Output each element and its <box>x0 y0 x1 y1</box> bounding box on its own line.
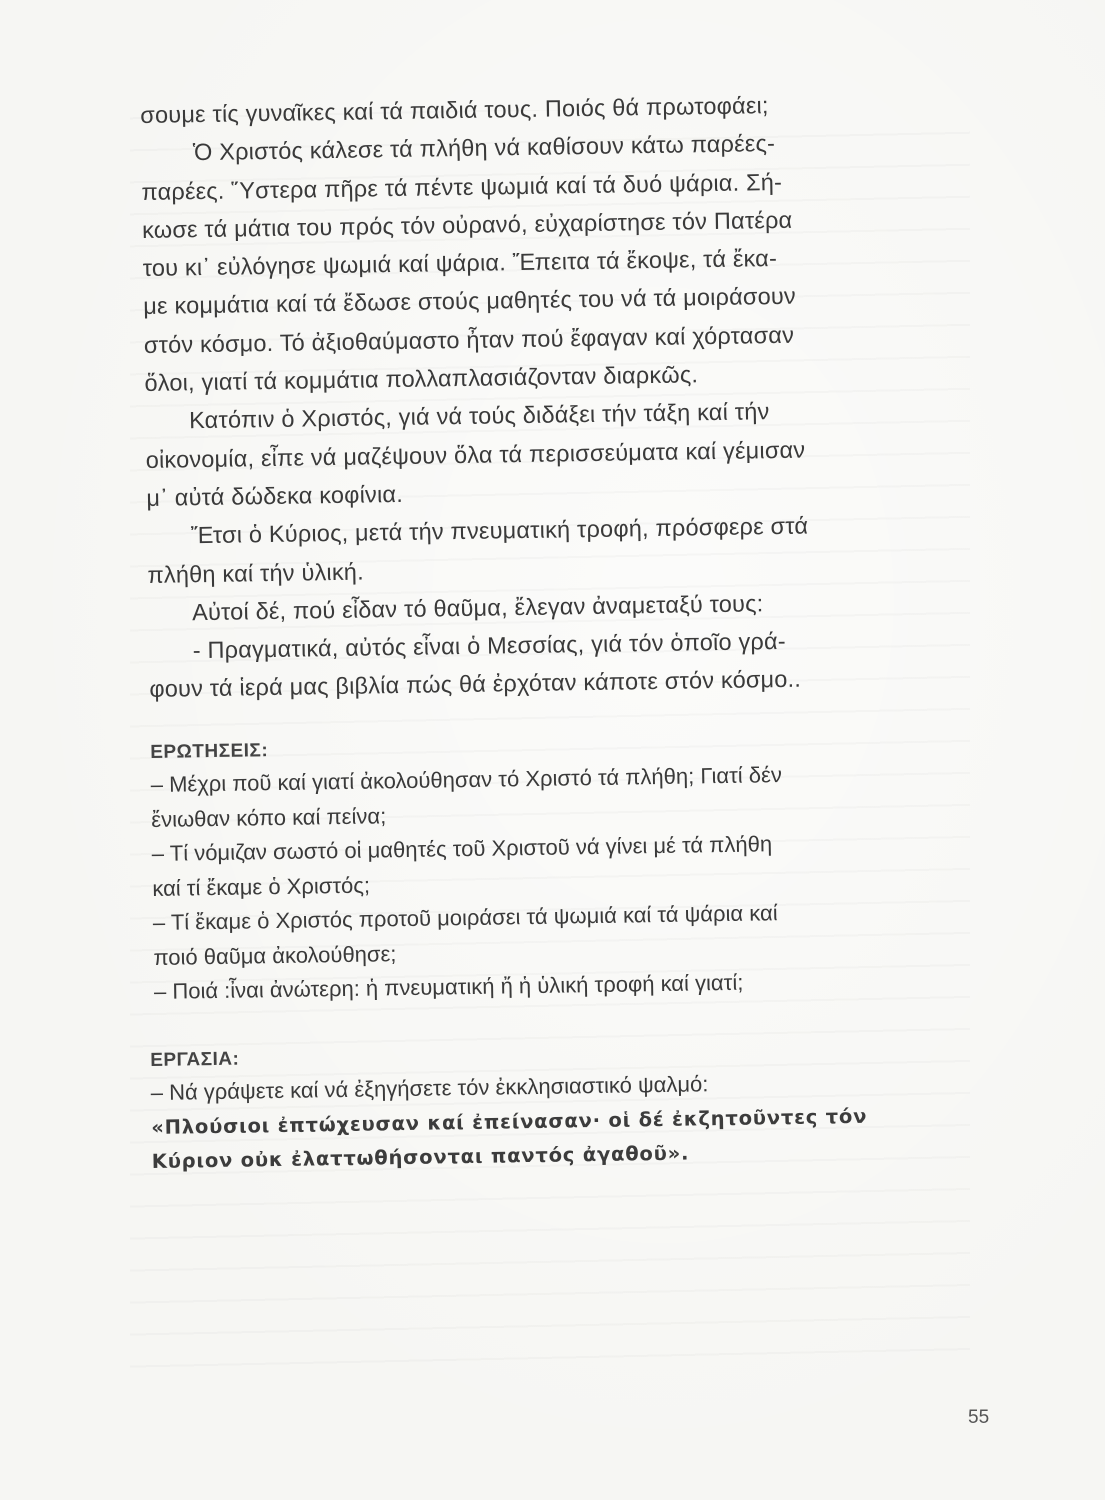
question-line: – Ποιά :ἶναι ἀνώτερη: ἡ πνευματική ἤ ἡ ὑλική τροφή καί γιατί; <box>153 969 744 1004</box>
question-line: – Μέχρι ποῦ καί γιατί ἀκολούθησαν τό Χριστό τά πλήθη; Γιατί δέν <box>150 762 783 797</box>
text-line: παρέες. Ὕστερα πῆρε τά πέντε ψωμιά καί τά δυό ψάρια. Σή- <box>141 168 783 205</box>
question-line: ποιό θαῦμα ἀκολούθησε; <box>153 940 397 970</box>
text-line: Ἔτσι ὁ Κύριος, μετά τήν πνευματική τροφή, πρόσφερε στά <box>190 512 809 549</box>
psalm-quote-line-1: «Πλούσιοι ἐπτώχευσαν καί ἐπείνασαν· οἱ δέ ἐκζητοῦντες τόν <box>151 1104 868 1139</box>
text-line: - Πραγματικά, αὐτός εἶναι ὁ Μεσσίας, γιά τόν ὁποῖο γρά- <box>192 628 786 664</box>
main-text <box>140 83 970 709</box>
question-line: – Τί ἔκαμε ὁ Χριστός προτοῦ μοιράσει τά ψωμιά καί τά ψάρια καί <box>152 900 778 935</box>
questions-heading: ΕΡΩΤΗΣΕΙΣ: <box>150 740 269 763</box>
text-line: μ᾽ αὐτά δώδεκα κοφίνια. <box>146 480 404 511</box>
text-line: του κι᾽ εὐλόγησε ψωμιά καί ψάρια. Ἔπειτα τά ἔκοψε, τά ἔκα- <box>142 245 778 282</box>
text-line: οἰκονομία, εἶπε νά μαζέψουν ὅλα τά περισσεύματα καί γέμισαν <box>145 436 806 473</box>
text-line: πλήθη καί τήν ὑλική. <box>147 558 365 588</box>
text-line: με κομμάτια καί τά ἔδωσε στούς μαθητές του νά τά μοιράσουν <box>143 283 797 320</box>
question-line: καί τί ἔκαμε ὁ Χριστός; <box>152 872 371 901</box>
text-line: Αὐτοί δέ, πού εἶδαν τό θαῦμα, ἔλεγαν ἀναμεταξύ τους: <box>191 590 764 626</box>
questions-section <box>150 725 974 1009</box>
text-line: σουμε τίς γυναῖκες καί τά παιδιά τους. Ποιός θά πρωτοφάει; <box>140 92 769 128</box>
work-heading: ΕΡΓΑΣΙΑ: <box>150 1048 240 1071</box>
psalm-quote-line-2: Κύριον οὐκ ἐλαττωθήσονται παντός ἀγαθοῦ». <box>151 1141 690 1173</box>
text-line: κωσε τά μάτια του πρός τόν οὐρανό, εὐχαρίστησε τόν Πατέρα <box>141 206 793 243</box>
page-number: 55 <box>968 1407 990 1428</box>
text-line: ὅλοι, γιατί τά κομμάτια πολλαπλασιάζονταν διαρκῶς. <box>144 361 699 397</box>
text-line: Κατόπιν ὁ Χριστός, γιά νά τούς διδάξει τήν τάξη καί τήν <box>188 398 770 434</box>
text-line: Ὁ Χριστός κάλεσε τά πλήθη νά καθίσουν κάτω παρέες- <box>192 130 776 166</box>
question-line: ἔνιωθαν κόπο καί πείνα; <box>151 802 387 832</box>
question-line: – Τί νόμιζαν σωστό οἱ μαθητές τοῦ Χριστοῦ νά γίνει μέ τά πλήθη <box>151 831 773 866</box>
text-line: φουν τά ἱερά μας βιβλία πώς θά ἐρχόταν κάποτε στόν κόσμο.. <box>149 666 802 703</box>
work-section <box>150 1033 972 1179</box>
work-instruction: – Νά γράψετε καί νά ἐξηγήσετε τόν ἐκκλησιαστικό ψαλμό: <box>150 1071 709 1105</box>
text-line: στόν κόσμο. Τό ἀξιοθαύμαστο ἦταν πού ἔφαγαν καί χόρτασαν <box>143 321 795 358</box>
